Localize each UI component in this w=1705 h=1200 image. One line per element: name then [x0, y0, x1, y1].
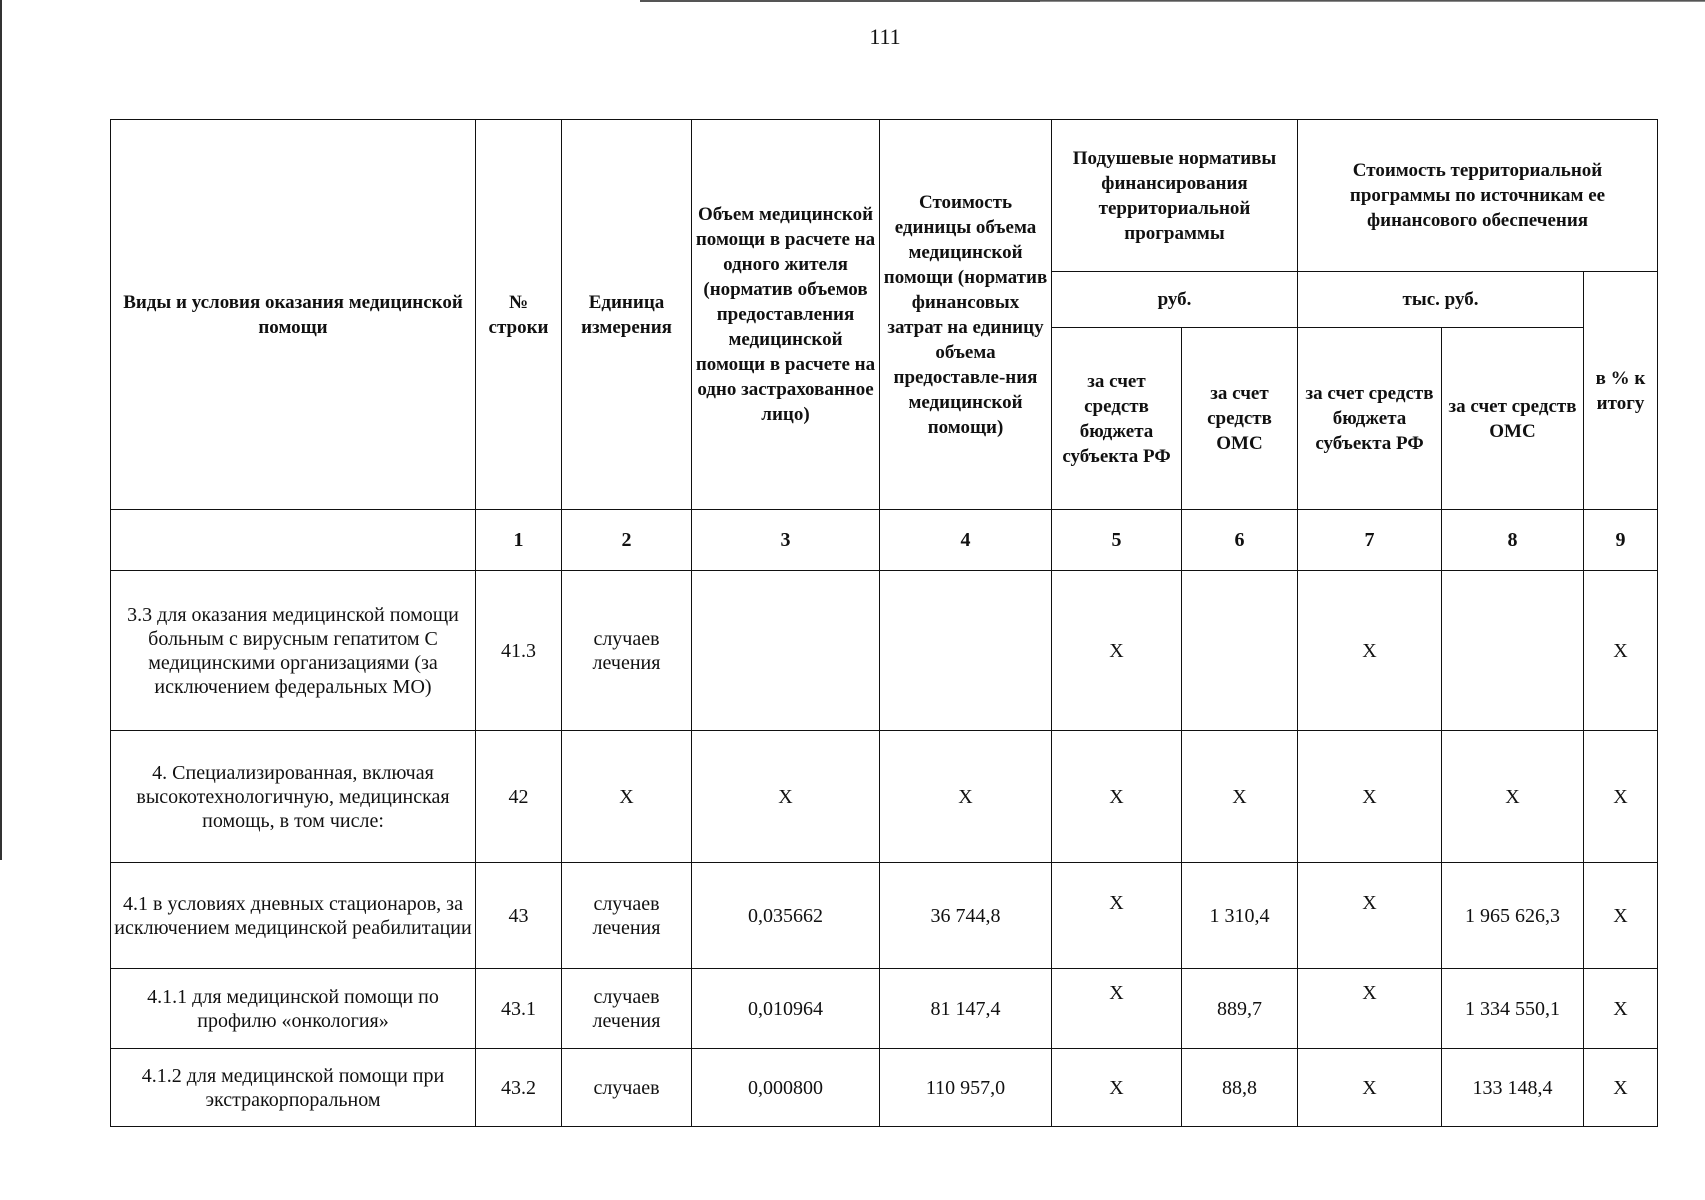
row-percent: Х [1584, 731, 1658, 863]
table-row [111, 969, 1658, 1049]
row-budget-rf-thous: Х [1298, 1049, 1442, 1127]
col-number: 9 [1584, 510, 1658, 571]
row-oms-thous [1442, 571, 1584, 731]
row-cost-unit: 110 957,0 [880, 1049, 1052, 1127]
row-budget-rf-thous: Х [1298, 571, 1442, 731]
header-oms-2: за счет средств ОМС [1442, 328, 1584, 510]
row-volume: Х [692, 731, 880, 863]
col-number: 8 [1442, 510, 1584, 571]
header-budget-rf-2: за счет средств бюджета субъекта РФ [1298, 328, 1442, 510]
col-number: 4 [880, 510, 1052, 571]
table-row [111, 1049, 1658, 1127]
row-cost-unit: Х [880, 731, 1052, 863]
row-oms: 88,8 [1182, 1049, 1298, 1127]
row-budget-rf: Х [1052, 571, 1182, 731]
row-volume: 0,000800 [692, 1049, 880, 1127]
row-percent: Х [1584, 863, 1658, 969]
row-oms: 889,7 [1182, 969, 1298, 1049]
scan-edge-left [0, 0, 2, 860]
table-row [111, 571, 1658, 731]
financing-table [110, 119, 1658, 1127]
row-volume [692, 571, 880, 731]
header-unit: Единица измерения [562, 120, 692, 510]
row-budget-rf: Х [1052, 969, 1182, 1049]
header-program-cost: Стоимость территориальной программы по источникам ее финансового обеспечения [1298, 120, 1658, 272]
row-unit: случаев лечения [562, 863, 692, 969]
row-number: 41.3 [476, 571, 562, 731]
row-budget-rf: Х [1052, 1049, 1182, 1127]
row-oms-thous: Х [1442, 731, 1584, 863]
row-percent: Х [1584, 571, 1658, 731]
row-cost-unit: 81 147,4 [880, 969, 1052, 1049]
col-number [111, 510, 476, 571]
header-volume: Объем медицинской помощи в расчете на одного жителя (норматив объемов предоставления медицинской помощи в расчете на одно застрахованное лицо) [692, 120, 880, 510]
row-volume: 0,035662 [692, 863, 880, 969]
row-oms-thous: 133 148,4 [1442, 1049, 1584, 1127]
row-unit: случаев [562, 1049, 692, 1127]
row-budget-rf: Х [1052, 863, 1182, 969]
table-row [111, 863, 1658, 969]
scan-edge-top-2 [1040, 1, 1705, 2]
row-name: 4.1.2 для медицинской помощи при экстракорпоральном [111, 1049, 476, 1127]
row-name: 4.1.1 для медицинской помощи по профилю «онкология» [111, 969, 476, 1049]
header-rub: руб. [1052, 272, 1298, 328]
col-number: 6 [1182, 510, 1298, 571]
row-percent: Х [1584, 1049, 1658, 1127]
col-number: 7 [1298, 510, 1442, 571]
row-name: 4. Специализированная, включая высокотехнологичную, медицинская помощь, в том числе: [111, 731, 476, 863]
row-oms: Х [1182, 731, 1298, 863]
row-unit: случаев лечения [562, 969, 692, 1049]
row-unit: случаев лечения [562, 571, 692, 731]
row-cost-unit [880, 571, 1052, 731]
row-budget-rf-thous: Х [1298, 969, 1442, 1049]
header-row-1 [111, 120, 1658, 272]
row-budget-rf-thous: Х [1298, 731, 1442, 863]
row-unit: Х [562, 731, 692, 863]
header-per-capita: Подушевые нормативы финансирования территориальной программы [1052, 120, 1298, 272]
row-budget-rf: Х [1052, 731, 1182, 863]
header-types: Виды и условия оказания медицинской помощи [111, 120, 476, 510]
header-cost-unit: Стоимость единицы объема медицинской помощи (норматив финансовых затрат на единицу объема предоставле-ния медицинской помощи) [880, 120, 1052, 510]
table-row [111, 731, 1658, 863]
row-oms [1182, 571, 1298, 731]
row-name: 4.1 в условиях дневных стационаров, за исключением медицинской реабилитации [111, 863, 476, 969]
column-numbers-row [111, 510, 1658, 571]
header-budget-rf: за счет средств бюджета субъекта РФ [1052, 328, 1182, 510]
row-number: 43 [476, 863, 562, 969]
row-name: 3.3 для оказания медицинской помощи больным с вирусным гепатитом С медицинскими организациями (за исключением федеральных МО) [111, 571, 476, 731]
row-number: 43.2 [476, 1049, 562, 1127]
header-thous-rub: тыс. руб. [1298, 272, 1584, 328]
row-cost-unit: 36 744,8 [880, 863, 1052, 969]
row-oms-thous: 1 965 626,3 [1442, 863, 1584, 969]
header-percent: в % к итогу [1584, 272, 1658, 510]
col-number: 5 [1052, 510, 1182, 571]
row-budget-rf-thous: Х [1298, 863, 1442, 969]
page-number: 111 [869, 24, 901, 49]
row-number: 43.1 [476, 969, 562, 1049]
row-number: 42 [476, 731, 562, 863]
col-number: 3 [692, 510, 880, 571]
col-number: 1 [476, 510, 562, 571]
row-volume: 0,010964 [692, 969, 880, 1049]
row-oms: 1 310,4 [1182, 863, 1298, 969]
row-percent: Х [1584, 969, 1658, 1049]
row-oms-thous: 1 334 550,1 [1442, 969, 1584, 1049]
col-number: 2 [562, 510, 692, 571]
header-oms: за счет средств ОМС [1182, 328, 1298, 510]
header-row-no: № строки [476, 120, 562, 510]
